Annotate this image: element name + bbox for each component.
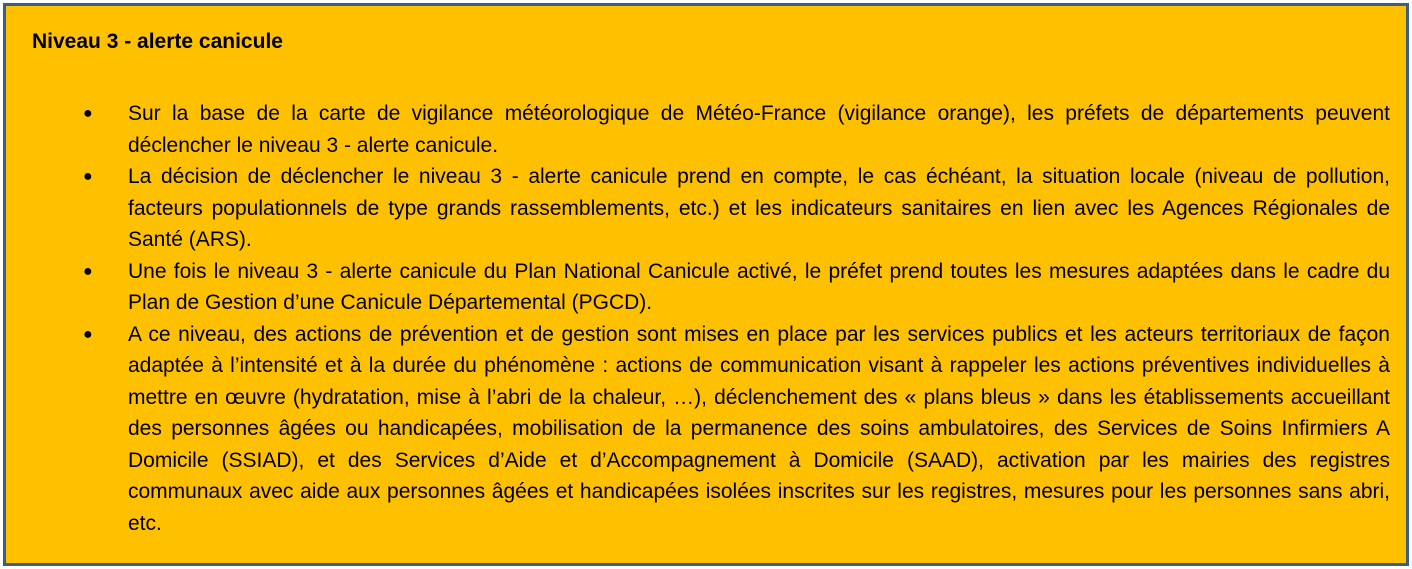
measures-list — [6, 98, 1406, 539]
alert-title: Niveau 3 - alerte canicule — [32, 30, 283, 53]
list-item — [6, 319, 1406, 540]
bullet-icon: ● — [83, 105, 93, 122]
list-item-text: La décision de déclencher le niveau 3 - alerte canicule prend en compte, le cas échéant, la situation locale (niveau de pollution, facteurs populationnels de type grands rassemblements, etc.) et les indicateurs sanitaires en lien avec les Agences Régionales de Santé (ARS). — [128, 165, 1390, 251]
list-item-text: Sur la base de la carte de vigilance météorologique de Météo-France (vigilance orange), les préfets de départements peuvent déclencher le niveau 3 - alerte canicule. — [128, 102, 1390, 157]
list-item — [6, 98, 1406, 161]
bullet-icon: ● — [83, 325, 93, 343]
list-item — [6, 256, 1406, 319]
list-item — [6, 161, 1406, 256]
bullet-icon: ● — [83, 262, 93, 280]
alert-box — [3, 3, 1409, 566]
list-item-text: Une fois le niveau 3 - alerte canicule du Plan National Canicule activé, le préfet prend toutes les mesures adaptées dans le cadre du Plan de Gestion d’une Canicule Départemental (PGCD). — [128, 259, 1390, 314]
list-item-text: A ce niveau, des actions de prévention et de gestion sont mises en place par les services publics et les acteurs territoriaux de façon adaptée à l’intensité et à la durée du phénomène : actions de communication visant à rappeler les actions préventives individuelles à mettre en œuvre (hydratation, mise à l’abri de la chaleur, …), déclenchement des « plans bleus » dans les établissements accueillant des personnes âgées ou handicapées, mobilisation de la permanence des soins ambulatoires, des Services de Soins Infirmiers A Domicile (SSIAD), et des Services d’Aide et d’Accompagnement à Domicile (SAAD), activation par les mairies des registres communaux avec aide aux personnes âgées et handicapées isolées inscrites sur les registres, mesures pour les personnes sans abri, etc. — [128, 322, 1390, 535]
bullet-icon: ● — [83, 168, 93, 185]
